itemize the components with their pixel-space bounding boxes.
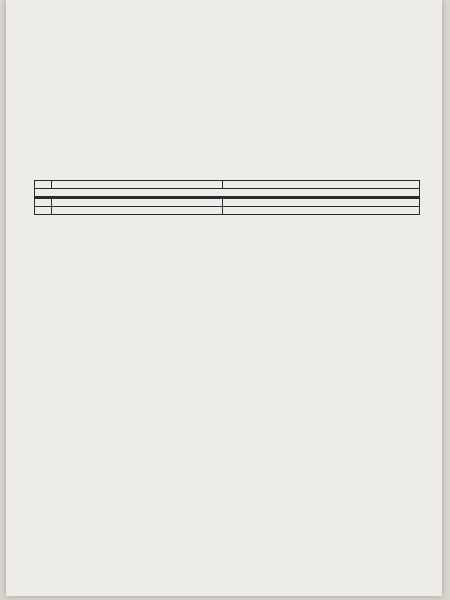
row-value xyxy=(223,207,420,215)
personal-data-subheading xyxy=(35,189,420,197)
row-value xyxy=(223,181,420,189)
row-label xyxy=(52,181,223,189)
row-label xyxy=(52,199,223,207)
applicant-table xyxy=(34,180,420,215)
row-label xyxy=(52,207,223,215)
document-page xyxy=(6,0,442,596)
row-number xyxy=(35,199,52,207)
row-number xyxy=(35,181,52,189)
row-number xyxy=(35,207,52,215)
row-value xyxy=(223,199,420,207)
